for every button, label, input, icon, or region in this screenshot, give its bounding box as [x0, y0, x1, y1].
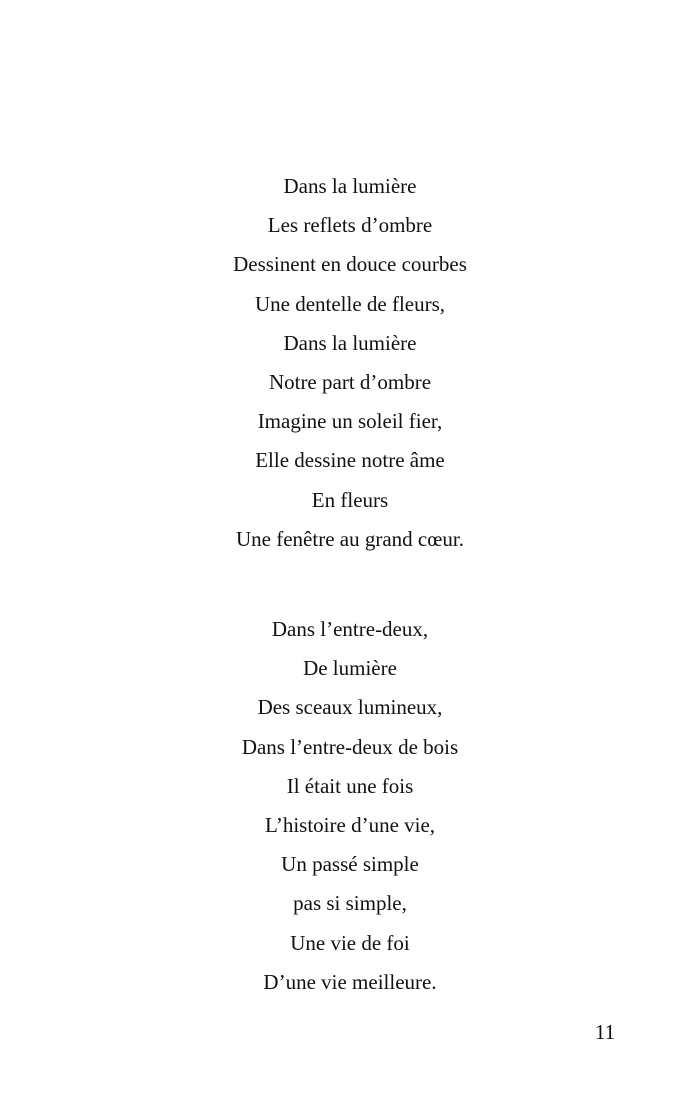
poem-line: Imagine un soleil fier, — [257, 409, 443, 434]
poem-line: En fleurs — [311, 487, 389, 512]
poem-line: Elle dessine notre âme — [255, 448, 445, 473]
poem-line: Dessinent en douce courbes — [233, 252, 467, 277]
poem-line: pas si simple, — [293, 891, 407, 916]
poem-line: Il était une fois — [286, 773, 414, 798]
poem-stanza-1 — [0, 171, 700, 563]
poem-line: Dans l’entre-deux de bois — [241, 734, 459, 759]
poem-line: Dans la lumière — [283, 330, 417, 355]
poem-line: Dans l’entre-deux, — [271, 617, 429, 641]
poem-line: Une vie de foi — [290, 930, 410, 955]
poem-line: D’une vie meilleure. — [263, 969, 437, 994]
poem-line: Une dentelle de fleurs, — [254, 291, 446, 316]
poem-stanza-2 — [0, 614, 700, 1006]
poem-line: Les reflets d’ombre — [267, 213, 433, 238]
poem-line: Notre part d’ombre — [268, 369, 432, 394]
poem-line: Une fenêtre au grand cœur. — [236, 526, 464, 551]
poem-line: De lumière — [303, 656, 397, 681]
poem-line: Dans la lumière — [283, 174, 417, 198]
poem-line: Un passé simple — [281, 852, 419, 877]
poem-line: L’histoire d’une vie, — [264, 812, 436, 837]
poem-line: Des sceaux lumineux, — [257, 695, 443, 720]
page-number: 11 — [594, 1020, 616, 1044]
